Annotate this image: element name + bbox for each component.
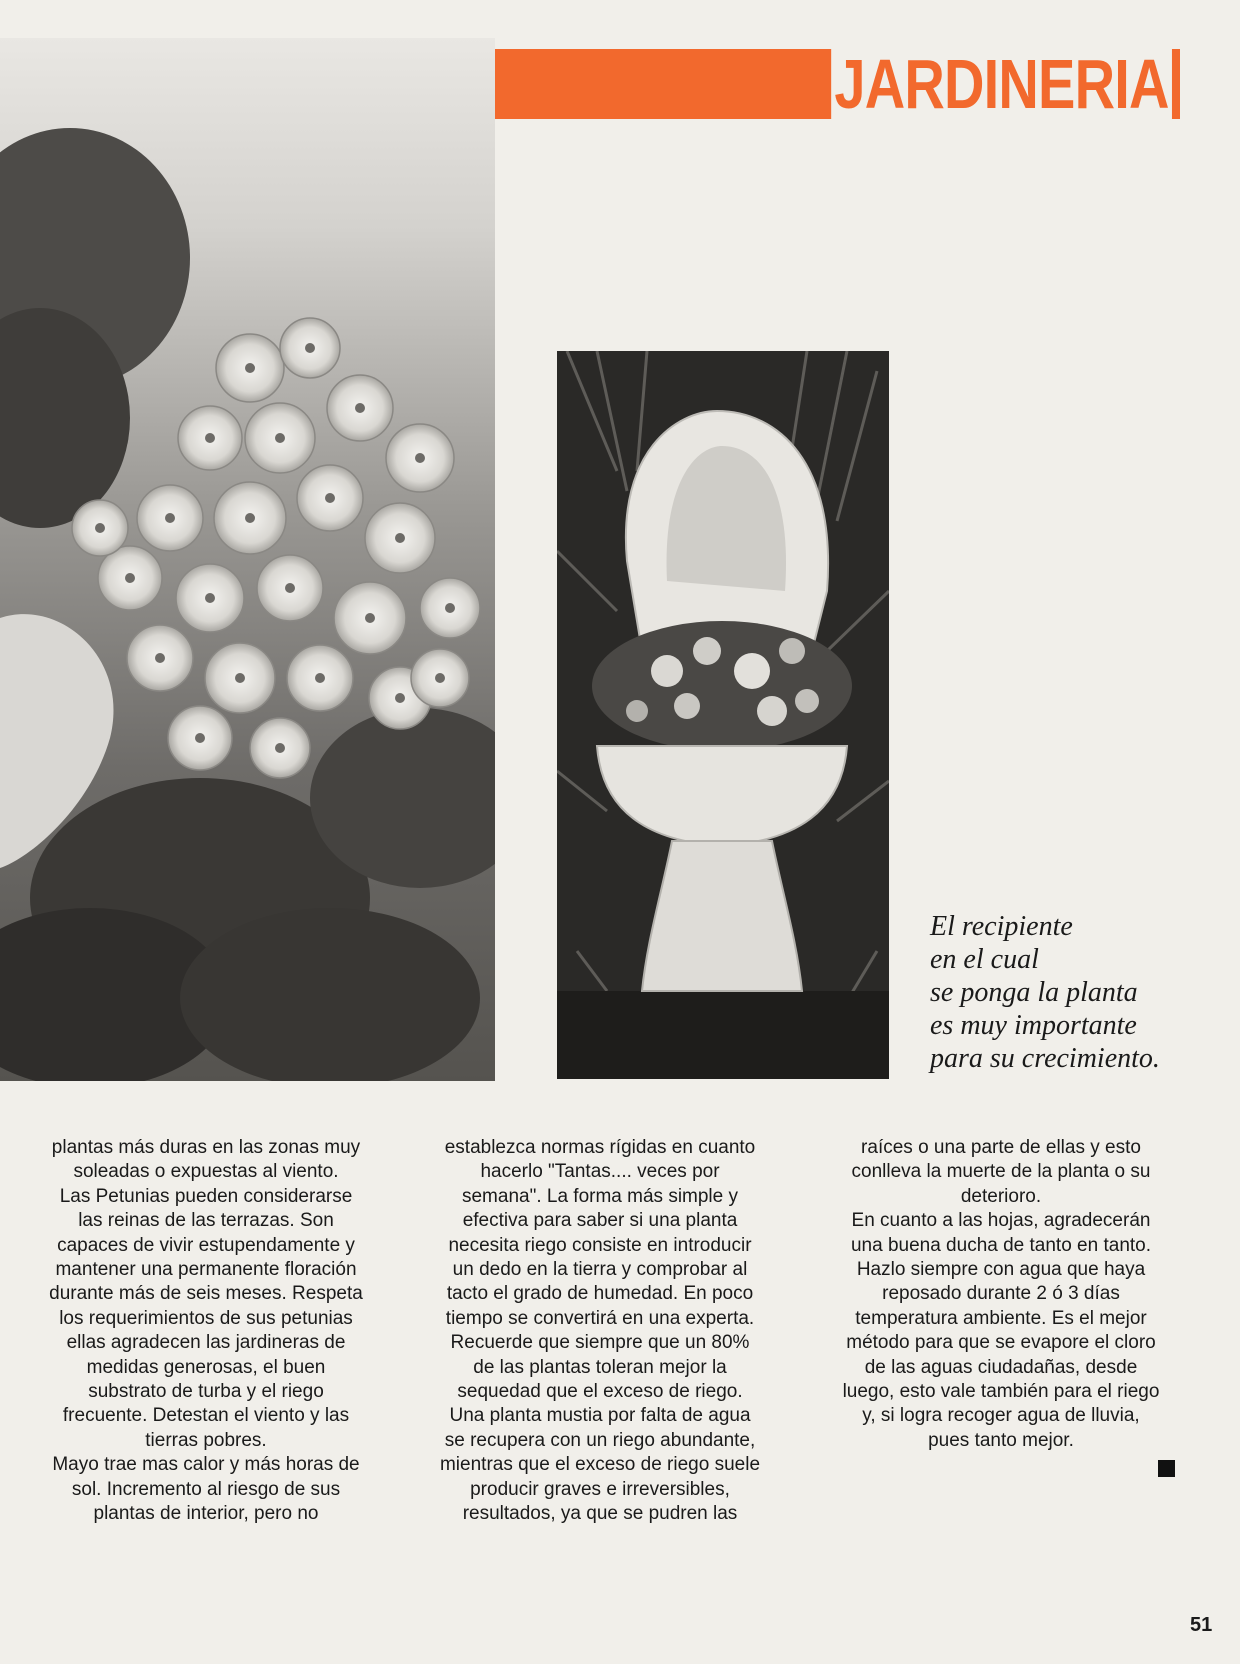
text-line: método para que se evapore el cloro <box>846 1332 1156 1354</box>
text-line: temperatura ambiente. Es el mejor <box>855 1307 1147 1329</box>
caption-line: El recipiente <box>930 911 1073 942</box>
text-line: Las Petunias pueden considerarse <box>59 1185 353 1207</box>
text-line: soleadas o expuestas al viento. <box>73 1161 339 1183</box>
text-line: ellas agradecen las jardineras de <box>66 1332 346 1354</box>
text-line: Mayo trae mas calor y más horas de <box>52 1454 360 1476</box>
text-line: producir graves e irreversibles, <box>470 1478 730 1500</box>
text-line: medidas generosas, el buen <box>86 1356 326 1378</box>
article-column-2 <box>420 1136 780 1527</box>
text-line: y, si logra recoger agua de lluvia, <box>862 1405 1140 1427</box>
text-line: un dedo en la tierra y comprobar al <box>452 1259 748 1281</box>
text-line: conlleva la muerte de la planta o su <box>851 1161 1151 1183</box>
photo-caption <box>930 910 1190 1075</box>
text-line: durante más de seis meses. Respeta <box>49 1283 363 1305</box>
text-line: frecuente. Detestan el viento y las <box>62 1405 350 1427</box>
text-line: En cuanto a las hojas, agradecerán <box>851 1210 1151 1232</box>
text-line: mantener una permanente floración <box>55 1259 357 1281</box>
text-line: semana". La forma más simple y <box>461 1185 738 1207</box>
caption-line: en el cual <box>930 944 1039 975</box>
text-line: capaces de vivir estupendamente y <box>57 1234 355 1256</box>
text-line: sol. Incremento al riesgo de sus <box>71 1478 341 1500</box>
text-line: efectiva para saber si una planta <box>462 1210 738 1232</box>
text-line: plantas más duras en las zonas muy <box>51 1137 361 1158</box>
text-line: de las aguas ciudadañas, desde <box>864 1356 1138 1378</box>
text-line: reposado durante 2 ó 3 días <box>882 1283 1120 1305</box>
pot-photo <box>557 351 889 1079</box>
text-line: tierras pobres. <box>145 1429 267 1451</box>
caption-line: para su crecimiento. <box>930 1043 1160 1074</box>
text-line: de las plantas toleran mejor la <box>473 1356 727 1378</box>
page-number: 51 <box>1190 1614 1213 1636</box>
text-line: Una planta mustia por falta de agua <box>449 1405 751 1427</box>
text-line: tacto el grado de humedad. En poco <box>446 1283 754 1305</box>
text-line: resultados, ya que se pudren las <box>462 1503 738 1525</box>
text-line: deterioro. <box>960 1185 1042 1207</box>
flowers-photo <box>0 38 495 1081</box>
section-header-bar <box>494 49 1180 119</box>
text-line: pues tanto mejor. <box>928 1429 1074 1451</box>
toilet-planter-illustration <box>557 351 889 1079</box>
section-title: JARDINERIA <box>831 49 1172 119</box>
article-column-1 <box>30 1136 382 1527</box>
text-line: las reinas de las terrazas. Son <box>78 1210 334 1232</box>
article-column-3 <box>820 1136 1182 1453</box>
caption-line: es muy importante <box>930 1010 1137 1041</box>
flowers-illustration <box>0 38 495 1081</box>
text-line: luego, esto vale también para el riego <box>842 1381 1160 1403</box>
text-line: tiempo se convertirá en una experta. <box>445 1307 755 1329</box>
text-line: substrato de turba y el riego <box>88 1381 324 1403</box>
text-line: una buena ducha de tanto en tanto. <box>850 1234 1152 1256</box>
text-line: hacerlo "Tantas.... veces por <box>480 1161 720 1183</box>
text-line: plantas de interior, pero no <box>93 1503 319 1525</box>
text-line: se recupera con un riego abundante, <box>444 1429 756 1451</box>
text-line: necesita riego consiste en introducir <box>448 1234 752 1256</box>
caption-line: se ponga la planta <box>930 977 1138 1008</box>
article-end-mark <box>1158 1460 1175 1477</box>
text-line: Recuerde que siempre que un 80% <box>450 1332 750 1354</box>
text-line: sequedad que el exceso de riego. <box>457 1381 743 1403</box>
text-line: los requerimientos de sus petunias <box>59 1307 353 1329</box>
text-line: raíces o una parte de ellas y esto <box>861 1137 1141 1158</box>
text-line: Hazlo siempre con agua que haya <box>856 1259 1146 1281</box>
text-line: establezca normas rígidas en cuanto <box>444 1137 756 1158</box>
text-line: mientras que el exceso de riego suele <box>439 1454 761 1476</box>
